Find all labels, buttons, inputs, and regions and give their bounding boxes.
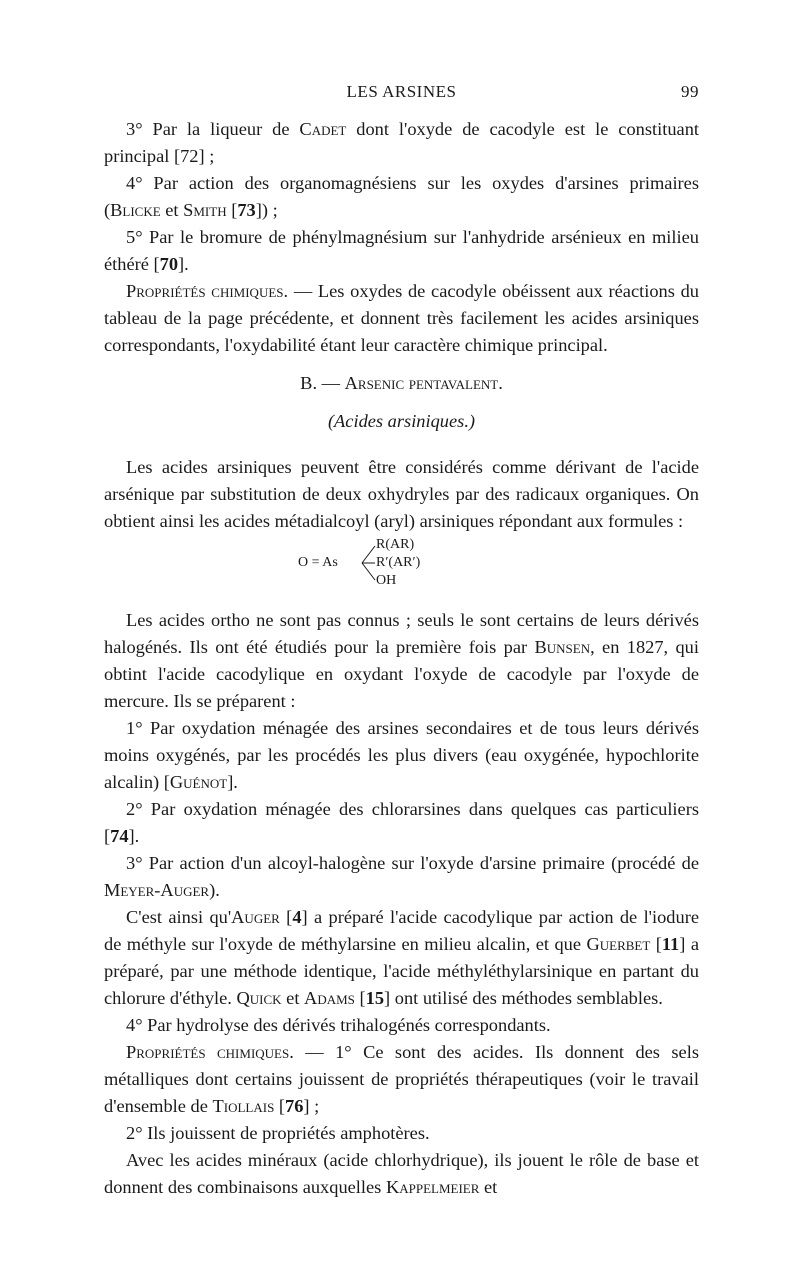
paragraph-method-5: 5° Par le bromure de phénylmagnésium sur l'anhydride arsénieux en milieu éthéré [70].: [104, 227, 699, 274]
paragraph-preparation-1: 1° Par oxydation ménagée des arsines secondaires et de tous leurs dérivés moins oxygénés, par les procédés les plus divers (eau oxygénée, hypochlorite alcalin) [Guénot].: [104, 718, 699, 792]
paragraph-method-3: 3° Par la liqueur de Cadet dont l'oxyde de cacodyle est le constituant principal [72] ;: [104, 119, 699, 166]
paragraph-ortho-acids: Les acides ortho ne sont pas connus ; seuls le sont certains de leurs dérivés halogénés. Ils ont été étudiés pour la première fois par Bunsen, en 1827, qui obtint l'acide cacodylique en oxydant l'oxyde de cacodyle par l'oxyde de mercure. Ils se préparent :: [104, 610, 699, 711]
page-number: 99: [681, 82, 699, 101]
chemical-formula: [298, 535, 438, 593]
body-text: [104, 116, 699, 1201]
subsection-heading: (Acides arsiniques.): [327, 411, 476, 431]
run-in-heading: Propriétés chimiques.: [126, 1042, 294, 1062]
reference-number: 4: [292, 907, 302, 927]
author-name: Smith: [183, 200, 227, 220]
paragraph-chemical-properties-oxides: Propriétés chimiques. — Les oxydes de cacodyle obéissent aux réactions du tableau de la page précédente, et donnent très facilement les acides arsiniques correspondants, l'oxydabilité étant leur caractère chimique principal.: [104, 281, 699, 355]
run-in-heading: Propriétés chimiques.: [126, 281, 289, 301]
author-name: Meyer-Auger: [104, 880, 210, 900]
paragraph-preparation-3: 3° Par action d'un alcoyl-halogène sur l'oxyde d'arsine primaire (procédé de Meyer-Auger).: [104, 853, 699, 900]
author-name: Bunsen: [534, 637, 591, 657]
formula-substituent: R′(AR′): [376, 555, 421, 570]
paragraph-mineral-acids: Avec les acides minéraux (acide chlorhydrique), ils jouent le rôle de base et donnent des combinaisons auxquelles Kappelmeier et: [104, 1150, 699, 1197]
author-name: Cadet: [299, 119, 347, 139]
paragraph-amphoteric: 2° Ils jouissent de propriétés amphotères.: [126, 1123, 430, 1143]
reference-number: 74: [110, 826, 129, 846]
formula-core: O = As: [298, 555, 338, 570]
reference-number: 76: [285, 1096, 304, 1116]
paragraph-preparation-4: 4° Par hydrolyse des dérivés trihalogénés correspondants.: [126, 1015, 551, 1035]
author-name: Kappelmeier: [385, 1177, 480, 1197]
author-name: Adams: [304, 988, 355, 1008]
paragraph-method-4: 4° Par action des organomagnésiens sur les oxydes d'arsines primaires (Blicke et Smith [73]) ;: [104, 173, 699, 220]
reference-number: 15: [365, 988, 385, 1008]
author-name: Tiollais: [212, 1096, 275, 1116]
author-name: Guerbet: [586, 934, 651, 954]
paragraph-arsinic-acids-intro: Les acides arsiniques peuvent être considérés comme dérivant de l'acide arsénique par substitution de deux oxhydryles par des radicaux organiques. On obtient ainsi les acides métadialcoyl (aryl) arsiniques répondant aux formules :: [104, 457, 699, 531]
formula-substituent: OH: [376, 573, 397, 588]
author-name: Quick: [236, 988, 282, 1008]
running-title: LES ARSINES: [346, 82, 457, 101]
formula-substituent: R(AR): [376, 537, 415, 552]
paragraph-chemical-properties-acids: Propriétés chimiques. — 1° Ce sont des acides. Ils donnent des sels métalliques dont certains jouissent de propriétés thérapeutiques (voir le travail d'ensemble de Tiollais [76] ;: [104, 1042, 699, 1116]
reference-number: 73: [237, 200, 256, 220]
paragraph-preparation-2: 2° Par oxydation ménagée des chlorarsines dans quelques cas particuliers [74].: [104, 799, 699, 846]
reference-number: 70: [159, 254, 179, 274]
paragraph-auger-guerbet: C'est ainsi qu'Auger [4] a préparé l'acide cacodylique par action de l'iodure de méthyle sur l'oxyde de méthylarsine en milieu alcalin, et que Guerbet [11] a préparé, par une méthode identique, l'acide méthyléthylarsinique en partant du chlorure d'éthyle. Quick et Adams [15] ont utilisé des méthodes semblables.: [104, 907, 699, 1008]
section-heading: B. — Arsenic pentavalent.: [300, 373, 503, 393]
author-name: Guénot: [169, 772, 228, 792]
author-name: Auger: [231, 907, 280, 927]
author-name: Blicke: [110, 200, 161, 220]
running-head: [104, 82, 699, 106]
reference-number: 11: [661, 934, 680, 954]
